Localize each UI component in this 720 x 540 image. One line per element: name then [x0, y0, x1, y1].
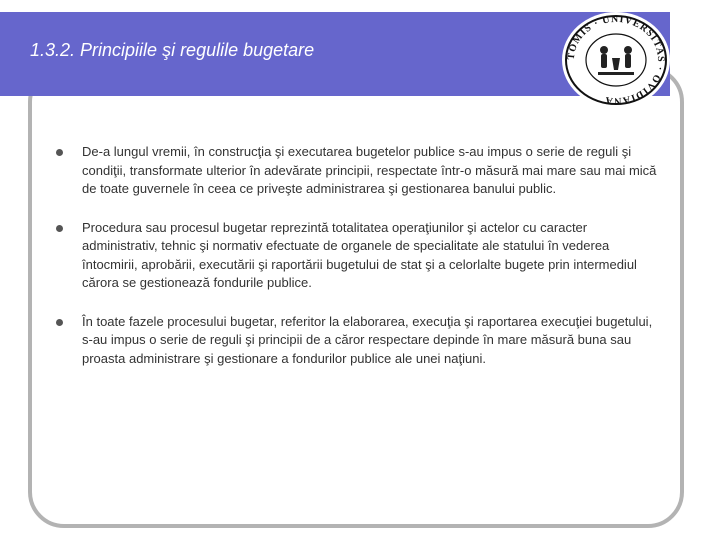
seal-text: TOMIS · UNIVERSITAS · OVIDIANA — [565, 13, 667, 107]
bullet-text: În toate fazele procesului bugetar, referitor la elaborarea, execuţia şi raportarea execuţiei bugetului, s-au impus o serie de reguli şi principii de a căror respectare depinde în mare măsură buna sau proasta administrare şi gestionare a fondurilor publice ale unei naţiuni. — [82, 313, 653, 366]
bullet-list — [52, 143, 662, 388]
bullet-dot-icon — [56, 225, 63, 232]
bullet-text: Procedura sau procesul bugetar reprezintă totalitatea operaţiunilor şi actelor cu caracter administrativ, tehnic şi normativ efectuate de organele de specialitate ale statului în vederea întocmirii, aprobării, executării şi raportării bugetului de stat şi a celorlalte bugete prin intermediul cărora se gestionează fondurile publice. — [82, 219, 637, 290]
bullet-dot-icon — [56, 319, 63, 326]
list-item — [52, 143, 662, 199]
slide-title: 1.3.2. Principiile şi regulile bugetare — [30, 40, 315, 60]
university-seal-icon — [560, 10, 672, 110]
bullet-dot-icon — [56, 149, 63, 156]
list-item — [52, 313, 662, 369]
bullet-text: De-a lungul vremii, în construcţia şi executarea bugetelor publice s-au impus o serie de reguli şi condiţii, transformate ulterior în adevărate principii, respectate într-o măsură mai mare sau mai mică de toate guvernele în ceea ce priveşte administrarea şi gestionarea banului public. — [82, 144, 657, 196]
list-item — [52, 219, 662, 293]
